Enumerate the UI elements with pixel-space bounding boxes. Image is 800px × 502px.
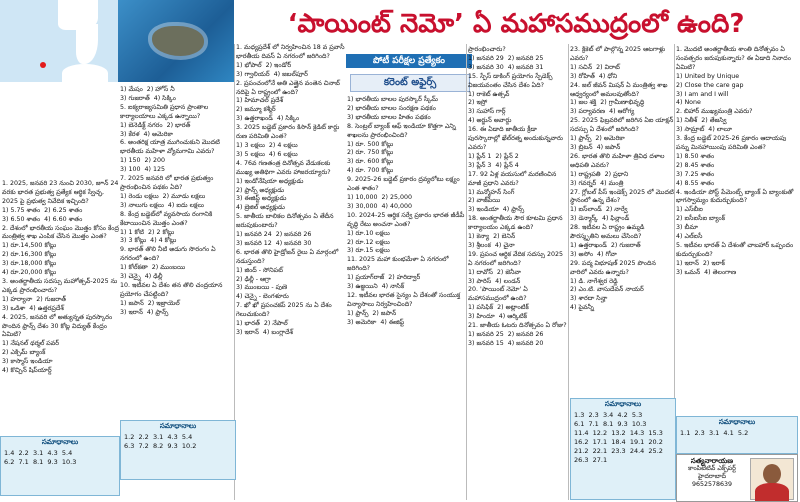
question-column-4: 1) భారతీయ బాలల పురస్కార్ స్కీమ్ 2) భారతీయ బాలల సంరక్షణ పథకం 3) భారతీయ బాలల హితం పథకం 8. సెంట్రల్ బ్యాంక్ ఆఫ్ ఇండియా కొత్తగా ఎన్ని శాఖలను ప్రారంభించింది? 1) రూ. 500 కోట్లు 2) రూ. 750 కోట్లు 3) రూ. 600 కోట్లు 4) రూ. 700 కోట్లు 9. 2025-26 బడ్జెట్ ప్రకారం ద్రవ్యలోటు లక్ష్యం ఎంత శాతం? 1) 10,000 2) 25,000 3) 30,000 4) 40,000 10. 2024-25 ఆర్థిక సర్వే ప్రకారం భారత జీడీపీ వృద్ధి రేటు అంచనా ఎంత? 1) రూ.10 లక్షలు 2) రూ.12 లక్షలు 3) రూ.15 లక్షలు 11. 2025 మహా కుంభమేళా ఏ నగరంలో జరిగింది? 1) ప్రయాగ్‌రాజ్ 2) హరిద్వార్ 3) ఉజ్జయిని 4) నాసిక్ 12. ఇటీవల భారత సైన్యం ఏ దేశంతో సంయుక్త విన్యాసాలు నిర్వహించింది? 1) ఫ్రాన్స్ 2) జపాన్ 3) అమెరికా 4) ఈజిప్ట్ — [347, 96, 465, 326]
ocean-photo — [118, 0, 234, 82]
answer-key-title: సమాధానాలు — [41, 438, 79, 446]
question-column-7: 1. మొదటి అంతర్జాతీయ శాంతి దినోత్సవం ఏ సంవత్సరం జరుపుకున్నారు? ఈ ఏడాది నినాదం ఏమిటి? 1) United by Unique 2) Close the care gap 3) I am and I will 4) None 2. బిహార్ ముఖ్యమంత్రి ఎవరు? 1) నితీశ్ 2) తేజస్వి 3) సామ్రాట్ 4) లాలూ 3. కేంద్ర బడ్జెట్ 2025-26 ప్రకారం ఆదాయపు పన్ను మినహాయింపు పరిమితి ఎంత? 1) 8.50 శాతం 2) 8.45 శాతం 3) 7.25 శాతం 4) 8.55 శాతం 4. ఇండియా పోస్ట్ పేమెంట్స్ బ్యాంక్ ఏ బ్యాంకుతో భాగస్వామ్యం కుదుర్చుకుంది? 1) ఎస్‌బీఐ 2) ఐసీఐసీఐ బ్యాంక్ 3) బీమా 4) ఎల్‌ఐసీ 5. ఇటీవల భారత్ ఏ దేశంతో చాబహార్ ఒప్పందం కుదుర్చుకుంది? 1) ఇరాన్ 2) ఇరాక్ 3) ఒమన్ 4) తెలంగాణ — [676, 46, 794, 276]
answer-key-values: 1.1 2.3 3.1 4.1 5.2 — [680, 429, 749, 437]
author-role: కాంపిటేటివ్ ఎక్స్‌పర్ట్ — [688, 465, 736, 472]
author-card — [676, 454, 798, 502]
author-name: సత్యనారాయణ — [690, 457, 734, 465]
column-divider — [466, 44, 467, 500]
answer-key-title: సమాధానాలు — [718, 418, 756, 426]
answer-key-values: 1.2 2.2 3.1 4.3 5.4 6.3 7.2 8.2 9.3 10.2 — [124, 433, 197, 450]
page-headline: ‘పాయింట్ నెమో’ ఏ మహాసముద్రంలో ఉంది? — [287, 9, 745, 39]
author-place: హైదరాబాద్ — [697, 473, 727, 480]
section-title: కరెంట్ అఫైర్స్ — [350, 74, 470, 92]
question-column-5: ప్రారంభించారు? 1) జనవరి 29 2) జనవరి 25 3) జనవరి 30 4) జనవరి 31 15. స్పేస్ డాకింగ్ ప్రయోగం స్పేడెక్స్ విజయవంతం చేసిన దేశం ఏది? 1) రాకెట్ ఉత్సవ్ 2) ఇస్రో 3) సుహాస్ గార్గ్ 4) అర్జున్ అవార్డు 16. ఈ ఏడాది జాతీయ క్రీడా పురస్కారాల్లో ఖేల్‌రత్న అందుకున్నవారు ఎవరు? 1) ప్లేన్ 1 2) ప్లేన్ 2 3) ప్లేన్ 3 4) ప్లేన్ 4 17. 92 ఏళ్ల వయసులో మరణించిన మాజీ ప్రధాని ఎవరు? 1) మన్మోహన్ సింగ్ 2) వాజ్‌పేయి 3) ఇండియా 4) ఫ్రాన్స్ 18. అంతర్జాతీయ సౌర కూటమి ప్రధాన కార్యాలయం ఎక్కడ ఉంది? 1) కెన్యా 2) బెనిన్ 3) శ్రీలంక 4) చైనా 19. ప్రపంచ ఆర్థిక వేదిక సదస్సు 2025 ఏ నగరంలో జరిగింది? 1) దావోస్ 2) జెనీవా 3) పారిస్ 4) లండన్ 20. 'పాయింట్ నెమో' ఏ మహాసముద్రంలో ఉంది? 1) పసిఫిక్ 2) అట్లాంటిక్ 3) హిందూ 4) ఆర్కిటిక్ 21. జాతీయ ఓటరు దినోత్సవం ఏ రోజు? 1) జనవరి 25 2) జనవరి 26 3) జనవరి 15 4) జనవరి 20 — [468, 46, 567, 347]
answer-key-title: సమాధానాలు — [159, 422, 197, 430]
question-column-1: 1. 2025, జనవరి 23 నుంచి 2030, జూన్ 24 వరకు భారత ప్రభుత్వ ప్రత్యేక ఆర్థిక స్వేచ్ఛ, 2025 పై ప్రభుత్వ నివేదిక ఇచ్చింది? 1) 5.75 శాతం 2) 6.25 శాతం 3) 6.50 శాతం 4) 6.60 శాతం 2. దేశంలో భారతీయ సంఘం మొత్తం కోసం కేంద్ర మంత్రిత్వ శాఖ ఎంపిక చేసిన మొత్తం ఎంత? 1) రూ.14,500 కోట్లు 2) రూ.16,300 కోట్లు 3) రూ.18,000 కోట్లు 4) రూ.20,000 కోట్లు 3. అంతర్జాతీయ సదస్సు మహోత్సవ్-2025 ను ఎక్కడ ప్రారంభించారు? 1) హర్యానా 2) గుజరాత్ 3) ఒడిశా 4) ఉత్తరప్రదేశ్ 4. 2025, జనవరి లో అత్యున్నత పురస్కారం పొందిన ఫ్రాన్స్ దేశం 30 కోట్ల విద్యుత్ కేంద్రం ఏమిటి? 1) నేషనల్ థర్మల్ పవర్ 2) ఎక్సిమ్ బ్యాంక్ 3) కాస్మాస్ ఇండియా 4) కొచ్చిన్ షిప్‌యార్డ్ — [2, 180, 119, 375]
section-banner: పోటీ పరీక్షల ప్రత్యేకం — [346, 54, 472, 68]
question-column-6: 23. క్రికెట్ లో పాల్గొన్న 2025 ఆటగాళ్లు ఎవరు? 1) సచిన్ 2) విరాట్ 3) రోహిత్ 4) ధోని 24. జల్ జీవన్ మిషన్ ఏ మంత్రిత్వ శాఖ ఆధ్వర్యంలో అమలవుతోంది? 1) జల శక్తి 2) గ్రామీణాభివృద్ధి 3) పర్యావరణ 4) ఆరోగ్య 25. 2025 ఫిబ్రవరిలో జరిగిన ఏఐ యాక్షన్ సదస్సు ఏ దేశంలో జరిగింది? 1) ఫ్రాన్స్ 2) అమెరికా 3) బ్రిటన్ 4) జపాన్ 26. భారత తొలి మహిళా త్రివిధ దళాల అధిపతి ఎవరు? 1) రాష్ట్రపతి 2) ప్రధాని 3) గవర్నర్ 4) మంత్రి 27. గ్లోబల్ పీస్ ఇండెక్స్ 2025 లో మొదటి స్థానంలో ఉన్న దేశం? 1) ఐస్‌లాండ్ 2) నార్వే 3) డెన్మార్క్ 4) ఫిన్లాండ్ 28. ఇటీవల ఏ రాష్ట్రం ఉమ్మడి పౌరస్మృతిని అమలు చేసింది? 1) ఉత్తరాఖండ్ 2) గుజరాత్ 3) అసోం 4) గోవా 29. పద్మ విభూషణ్ 2025 పొందిన వారిలో ఎవరు ఉన్నారు? 1) డి. నాగేశ్వర రెడ్డి 2) ఎం.టి. వాసుదేవన్ నాయర్ 3) శారదా సిన్హా 4) పైవన్నీ — [570, 46, 674, 312]
answer-key-values: 1.3 2.3 3.4 4.2 5.3 6.1 7.1 8.1 9.3 10.3 11.4 12.2 13.2 14.3 15.3 16.2 17.1 18.4 19.1 20.2 21.2 22.1 23.3 24.4 25.2 26.3 27.1 — [574, 411, 663, 464]
column-divider — [568, 44, 569, 500]
author-phone: 9652578639 — [691, 481, 733, 488]
answer-key-values: 1.4 2.2 3.1 4.3 5.4 6.2 7.1 8.1 9.3 10.3 — [4, 449, 77, 466]
answer-key-box — [676, 416, 798, 454]
question-column-2: 1) మేషం 2) హోస్ నీ 3) గుజరాత్ 4) సిక్కిం 5. ఐక్యరాజ్యసమితి ప్రధాన ప్రాంతాల కార్యాలయాలు ఎక్కడ ఉన్నాయి? 1) బెనెడిక్ట్ నగరం 2) భారత్ 3) కేరళ 4) అమెరికా 6. అంతరిక్ష యాత్ర ముగించుకుని మొదటి భారతీయ మహిళా వ్యోమగామి ఎవరు? 1) 150 2) 200 3) 100 4) 125 7. 2025 జనవరి లో భారత ప్రభుత్వం ప్రారంభించిన పథకం ఏది? 1) రెండు లక్షలు 2) మూడు లక్షలు 3) నాలుగు లక్షలు 4) ఐదు లక్షలు 8. కేంద్ర బడ్జెట్‌లో వ్యవసాయ రంగానికి కేటాయించిన మొత్తం ఎంత? 1) 1 కోటి 2) 2 కోట్లు 3) 3 కోట్లు 4) 4 కోట్లు 9. భారత్ తొలి నీటి అడుగు సొరంగం ఏ నగరంలో ఉంది? 1) కోల్‌కతా 2) ముంబయి 3) చెన్నై 4) ఢిల్లీ 10. ఇటీవల ఏ దేశం తన తొలి చంద్రయాన ప్రయోగం చేపట్టింది? 1) జపాన్ 2) ఇజ్రాయెల్ 3) ఇరాన్ 4) ఫ్రాన్స్ — [120, 86, 223, 316]
world-map-image — [0, 0, 118, 82]
answer-key-box — [570, 398, 676, 500]
answer-key-title: సమాధానాలు — [604, 400, 642, 408]
author-photo — [750, 458, 794, 500]
question-column-3: 1. మధ్యప్రదేశ్ లో నిర్వహించిన 18 వ ప్రవాసీ భారతీయ దివస్ ఏ నగరంలో జరిగింది? 1) భోపాల్ 2) ఇండోర్ 3) గ్వాలియర్ 4) జబల్‌పూర్ 2. ప్రపంచంలోనే అతి ఎత్తైన వంతెన చినాబ్ నదిపై ఏ రాష్ట్రంలో ఉంది? 1) హిమాచల్ ప్రదేశ్ 2) జమ్మూ కశ్మీర్ 3) ఉత్తరాఖండ్ 4) సిక్కిం 3. 2025 బడ్జెట్ ప్రకారం కిసాన్ క్రెడిట్ కార్డు రుణ పరిమితి ఎంత? 1) 3 లక్షలు 2) 4 లక్షలు 3) 5 లక్షలు 4) 6 లక్షలు 4. 76వ గణతంత్ర దినోత్సవ వేడుకలకు ముఖ్య అతిథిగా ఎవరు హాజరయ్యారు? 1) ఇండోనేషియా అధ్యక్షుడు 2) ఫ్రాన్స్ అధ్యక్షుడు 3) ఈజిప్ట్ అధ్యక్షుడు 4) బ్రెజిల్ అధ్యక్షుడు 5. జాతీయ బాలికల దినోత్సవం ఏ తేదీన జరుపుకుంటారు? 1) జనవరి 24 2) జనవరి 26 3) జనవరి 12 4) జనవరి 30 6. భారత తొలి హైడ్రోజన్ రైలు ఏ మార్గంలో నడుస్తుంది? 1) జింద్ - సోనిపట్ 2) ఢిల్లీ - ఆగ్రా 3) ముంబయి - పుణె 4) చెన్నై - బెంగళూరు 7. ఖో ఖో ప్రపంచకప్ 2025 ను ఏ దేశం గెలుచుకుంది? 1) భారత్ 2) నేపాల్ 3) ఇరాన్ 4) బంగ్లాదేశ్ — [236, 44, 345, 336]
answer-key-box — [0, 436, 120, 496]
answer-key-box — [120, 420, 236, 480]
island-rock-image — [152, 26, 204, 56]
location-marker-icon — [40, 62, 46, 68]
